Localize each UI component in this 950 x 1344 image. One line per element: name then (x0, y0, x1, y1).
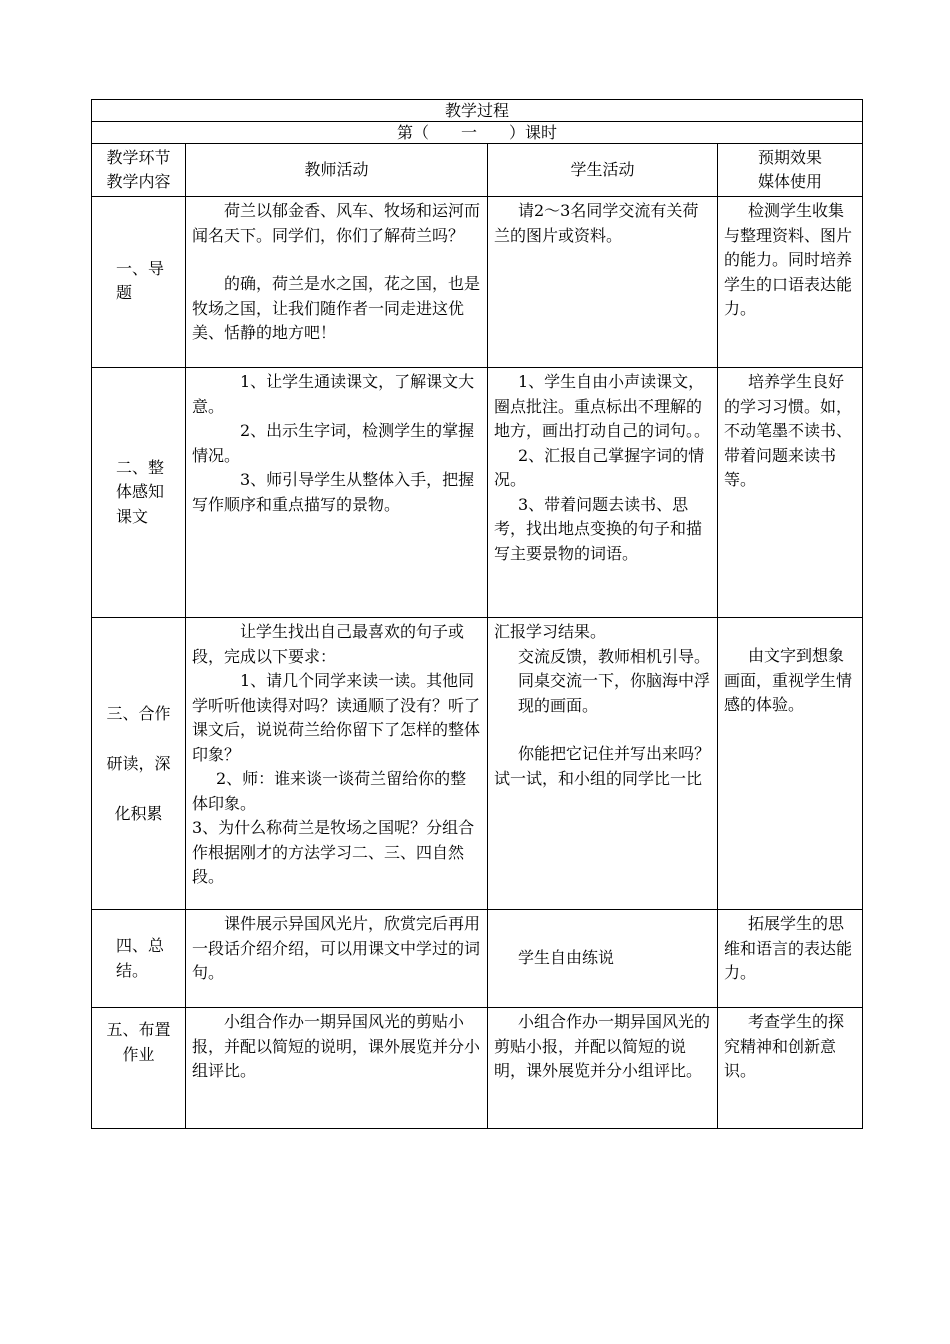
column-header-row (92, 144, 863, 197)
table-row (92, 197, 863, 368)
title-row (92, 100, 863, 122)
teacher-text: 1、让学生通读课文，了解课文大意。 (192, 372, 475, 416)
effect-text (724, 620, 856, 644)
teacher-text: 2、出示生字词，检测学生的掌握情况。 (192, 421, 475, 465)
student-cell (488, 368, 718, 618)
student-text: 学生自由练说 (518, 948, 615, 968)
effect-column-header (718, 144, 863, 197)
teacher-cell (186, 910, 488, 1008)
effect-header-line-1: 预期效果 (758, 148, 823, 167)
lesson-row (92, 122, 863, 144)
teacher-text: 荷兰以郁金香、风车、牧场和运河而闻名天下。同学们，你们了解荷兰吗？ (192, 201, 481, 245)
table-title: 教学过程 (92, 100, 863, 122)
effect-header-line-2: 媒体使用 (758, 172, 823, 191)
effect-text: 检测学生收集与整理资料、图片的能力。同时培养学生的口语表达能力。 (724, 201, 853, 318)
effect-text: 考查学生的探究精神和创新意识。 (724, 1012, 845, 1080)
effect-cell (718, 368, 863, 618)
stage-text: 结。 (116, 960, 149, 980)
stage-cell (92, 197, 186, 368)
student-text: 交流反馈，教师相机引导。 (518, 646, 711, 666)
teacher-cell (186, 618, 488, 910)
student-text: 你能把它记住并写出来吗？试一试，和小组的同学比一比 (494, 744, 711, 788)
stage-text: 五、布置 (106, 1020, 171, 1039)
teacher-text: 1、请几个同学来读一读。其他同学听听他读得对吗？读通顺了没有？听了课文后，说说荷兰给你留下了怎样的整体印象？ (192, 671, 481, 764)
stage-text: 体感知 (116, 482, 165, 502)
student-text: 3、带着问题去读书、思考，找出地点变换的句子和描写主要景物的词语。 (494, 494, 703, 563)
stage-text: 题 (116, 283, 133, 302)
table-row (92, 618, 863, 910)
teacher-text: 的确，荷兰是水之国，花之国，也是牧场之国，让我们随作者一同走进这优美、恬静的地方吧！ (192, 274, 481, 342)
student-cell (488, 197, 718, 368)
student-column-header: 学生活动 (488, 144, 718, 197)
table-row (92, 1008, 863, 1129)
effect-cell (718, 910, 863, 1008)
teacher-cell (186, 1008, 488, 1129)
effect-cell (718, 618, 863, 910)
table-row (92, 368, 863, 618)
teacher-column-header: 教师活动 (186, 144, 488, 197)
effect-cell (718, 1008, 863, 1129)
stage-text: 研读，深 (106, 753, 171, 773)
teacher-text: 2、师：谁来谈一谈荷兰留给你的整体印象。 (192, 769, 467, 813)
teacher-text: 小组合作办一期异国风光的剪贴小报，并配以简短的说明，课外展览并分小组评比。 (192, 1012, 481, 1080)
teacher-cell (186, 368, 488, 618)
stage-text: 一、导 (116, 258, 165, 278)
student-text: 汇报学习结果。 (494, 622, 607, 641)
student-text (494, 718, 711, 742)
student-cell (488, 910, 718, 1008)
student-cell (488, 1008, 718, 1129)
stage-text: 课文 (116, 506, 149, 526)
effect-text: 培养学生良好的学习习惯。如，不动笔墨不读书、带着问题来读书等。 (724, 372, 853, 489)
stage-text: 四、总 (116, 936, 165, 955)
stage-text: 二、整 (116, 457, 165, 477)
stage-cell (92, 1008, 186, 1129)
effect-text: 拓展学生的思维和语言的表达能力。 (724, 914, 853, 982)
effect-cell (718, 197, 863, 368)
student-cell (488, 618, 718, 910)
stage-header-line-2: 教学内容 (106, 172, 171, 191)
student-text: 同桌交流一下，你脑海中浮现的画面。 (518, 671, 711, 715)
teacher-text: 3、为什么称荷兰是牧场之国呢？分组合作根据刚才的方法学习二、三、四自然段。 (192, 818, 475, 886)
stage-column-header (92, 144, 186, 197)
student-text: 请2～3名同学交流有关荷兰的图片或资料。 (494, 201, 699, 245)
teacher-text: 3、师引导学生从整体入手，把握写作顺序和重点描写的景物。 (192, 470, 475, 514)
teacher-text: 课件展示异国风光片，欣赏完后再用一段话介绍介绍，可以用课文中学过的词句。 (192, 914, 481, 982)
stage-text: 三、合作 (106, 703, 171, 723)
stage-cell (92, 368, 186, 618)
student-text: 1、学生自由小声读课文，圈点批注。重点标出不理解的地方，画出打动自己的词句。。 (494, 372, 711, 440)
stage-cell (92, 618, 186, 910)
effect-text: 由文字到想象画面，重视学生情感的体验。 (724, 646, 853, 714)
table-row (92, 910, 863, 1008)
stage-cell (92, 910, 186, 1008)
lesson-number: 第（ 一 ）课时 (92, 122, 863, 144)
teacher-cell (186, 197, 488, 368)
stage-text: 作业 (122, 1044, 155, 1064)
stage-header-line-1: 教学环节 (106, 148, 171, 167)
stage-text: 化积累 (114, 803, 163, 823)
teacher-text: 让学生找出自己最喜欢的句子或段，完成以下要求： (192, 622, 465, 666)
student-text: 小组合作办一期异国风光的剪贴小报，并配以简短的说明，课外展览并分小组评比。 (494, 1012, 711, 1080)
student-text: 2、汇报自己掌握字词的情况。 (494, 445, 705, 489)
lesson-plan-table (91, 99, 863, 1129)
teacher-text (192, 248, 481, 272)
